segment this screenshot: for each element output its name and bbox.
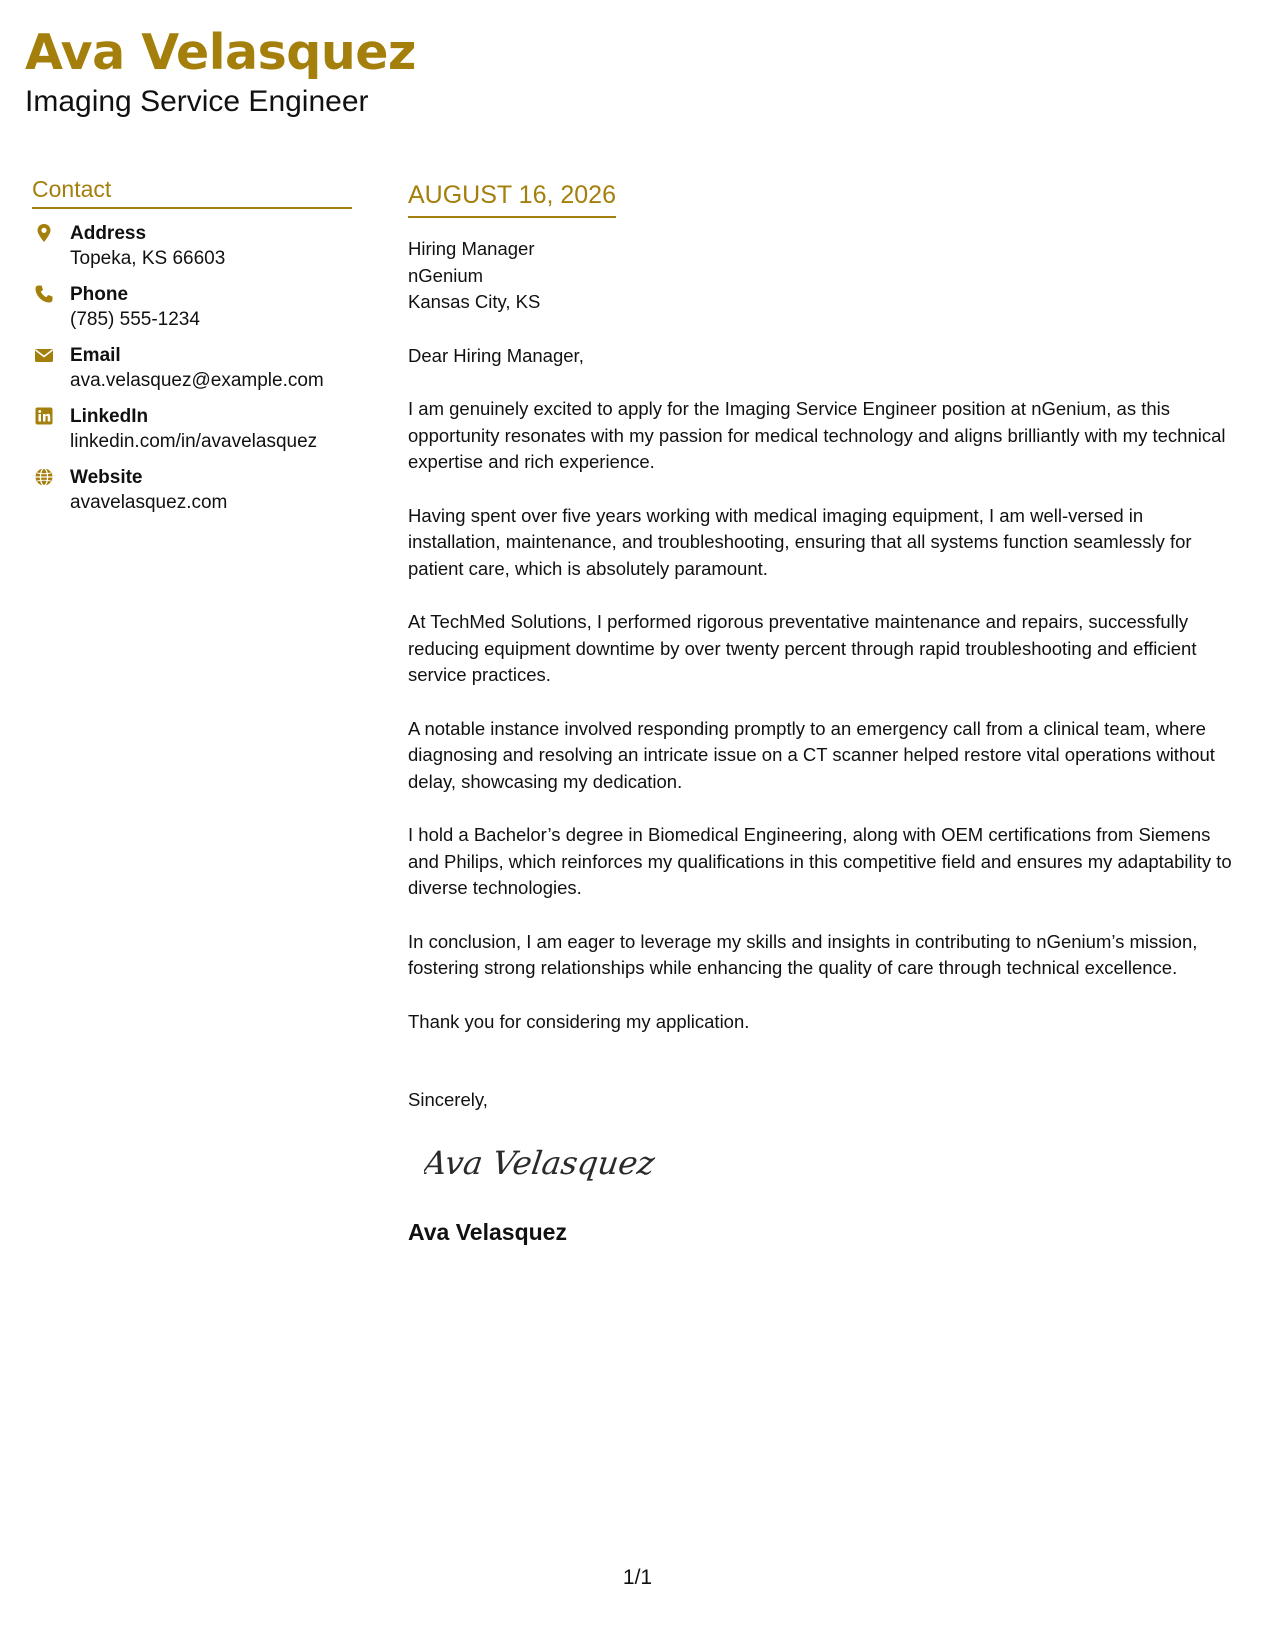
page-number: 1/1 [622, 1566, 653, 1589]
applicant-name: Ava Velasquez [25, 24, 416, 81]
globe-icon [34, 467, 54, 487]
map-pin-icon [34, 223, 54, 243]
contact-label: Phone [70, 284, 129, 305]
contact-label: LinkedIn [70, 406, 149, 427]
contact-item-address [32, 221, 352, 271]
salutation: Dear Hiring Manager, [408, 344, 584, 366]
body-paragraph: In conclusion, I am eager to leverage my skills and insights in contributing to nGenium’s mission, fostering strong relationships while enhancing the quality of care through technical excellence. [408, 930, 1198, 978]
contact-label: Website [70, 467, 143, 488]
contact-item-phone [32, 282, 352, 332]
recipient-block [408, 236, 1238, 316]
phone-icon [34, 284, 54, 304]
letter-body [408, 178, 1238, 1247]
contact-list [32, 221, 352, 515]
body-paragraph: At TechMed Solutions, I performed rigorous preventative maintenance and repairs, successfully reducing equipment downtime by over twenty percent through rapid troubleshooting and efficient service practices. [408, 611, 1197, 685]
handwritten-signature [424, 1132, 664, 1192]
contact-label: Address [70, 223, 147, 244]
contact-value: avavelasquez.com [70, 492, 228, 513]
recipient-line: Kansas City, KS [408, 291, 541, 312]
recipient-line: Hiring Manager [408, 238, 535, 259]
letter-date: AUGUST 16, 2026 [408, 178, 616, 218]
body-paragraph: Thank you for considering my application. [408, 1010, 750, 1032]
closing: Sincerely, [408, 1089, 488, 1110]
signature-text: Ava Velasquez [424, 1143, 658, 1182]
contact-value: linkedin.com/in/avavelasquez [70, 431, 318, 452]
linkedin-icon [34, 406, 54, 426]
recipient-line: nGenium [408, 264, 484, 286]
contact-heading: Contact [32, 174, 352, 209]
letter-header [25, 22, 416, 120]
contact-item-linkedin [32, 404, 352, 454]
body-paragraph: I hold a Bachelor’s degree in Biomedical Engineering, along with OEM certifications from Siemens and Philips, which reinforces my qualifications in this competitive field and ensures my adaptability to diverse technologies. [408, 824, 1232, 898]
body-paragraph: Having spent over five years working with medical imaging equipment, I am well-versed in installation, maintenance, and troubleshooting, ensuring that all systems function seamlessly for patient care, which is absolutely paramount. [408, 504, 1192, 579]
contact-value: (785) 555-1234 [70, 309, 200, 330]
body-paragraph: I am genuinely excited to apply for the Imaging Service Engineer position at nGenium, as this opportunity resonates with my passion for medical technology and aligns brilliantly with my technical expertise and rich experience. [408, 398, 1226, 472]
signer-name: Ava Velasquez [408, 1218, 567, 1245]
contact-item-email [32, 343, 352, 393]
envelope-icon [34, 345, 54, 365]
contact-value: Topeka, KS 66603 [70, 248, 226, 269]
contact-value: ava.velasquez@example.com [70, 370, 324, 391]
contact-sidebar [32, 174, 352, 526]
job-title: Imaging Service Engineer [25, 85, 369, 118]
contact-label: Email [70, 345, 121, 366]
contact-item-website [32, 465, 352, 515]
body-paragraph: A notable instance involved responding promptly to an emergency call from a clinical team, where diagnosing and resolving an intricate issue on a CT scanner helped restore vital operations without delay, showcasing my dedication. [408, 717, 1215, 792]
